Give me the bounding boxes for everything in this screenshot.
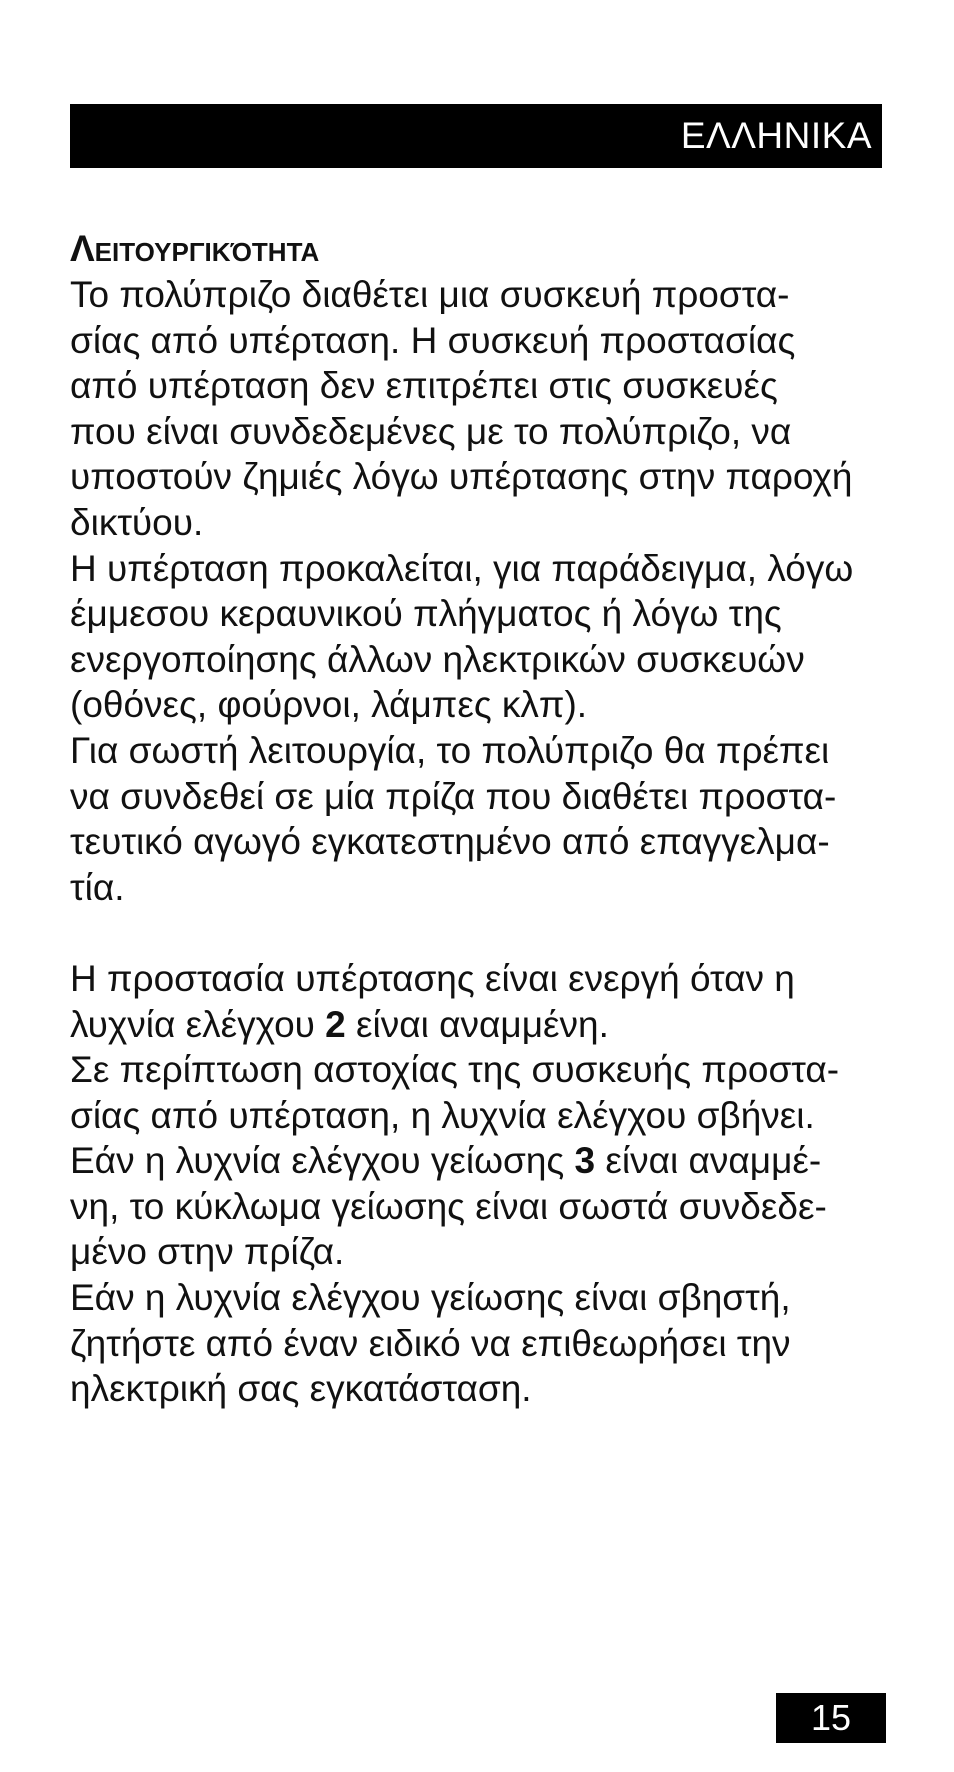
text-segment: λυχνία ελέγχου bbox=[70, 1003, 326, 1045]
language-header-bar bbox=[70, 104, 882, 168]
paragraph-indicators bbox=[70, 956, 900, 1412]
text-line: έμμεσου κεραυνικού πλήγματος ή λόγω της bbox=[70, 593, 782, 635]
paragraph-description bbox=[70, 272, 900, 910]
indicator-number-3: 3 bbox=[574, 1140, 596, 1182]
text-line: που είναι συνδεδεμένες με το πολύπριζο, να bbox=[70, 410, 792, 452]
text-line bbox=[70, 1002, 900, 1048]
indicator-number-2: 2 bbox=[325, 1003, 346, 1045]
text-line: Για σωστή λειτουργία, το πολύπριζο θα πρέπει bbox=[70, 729, 830, 771]
paragraph-gap bbox=[70, 910, 900, 956]
text-line: δικτύου. bbox=[70, 501, 204, 543]
text-line: (οθόνες, φούρνοι, λάμπες κλπ). bbox=[70, 684, 588, 726]
text-line: νη, το κύκλωμα γείωσης είναι σωστά συνδεδε- bbox=[70, 1185, 827, 1227]
text-line: υποστούν ζημιές λόγω υπέρτασης στην παροχή bbox=[70, 456, 853, 498]
text-segment: είναι αναμμέ- bbox=[595, 1140, 822, 1182]
document-body bbox=[70, 226, 900, 1412]
text-line: ηλεκτρική σας εγκατάσταση. bbox=[70, 1368, 532, 1410]
text-line: ζητήστε από έναν ειδικό να επιθεωρήσει την bbox=[70, 1322, 791, 1364]
text-line: ενεργοποίησης άλλων ηλεκτρικών συσκευών bbox=[70, 638, 805, 680]
text-line: Εάν η λυχνία ελέγχου γείωσης είναι σβηστή, bbox=[70, 1277, 791, 1319]
text-line: Η υπέρταση προκαλείται, για παράδειγμα, λόγω bbox=[70, 547, 854, 589]
text-line: από υπέρταση δεν επιτρέπει στις συσκευές bbox=[70, 365, 778, 407]
text-line: σίας από υπέρταση, η λυχνία ελέγχου σβήνει. bbox=[70, 1094, 815, 1136]
section-title: Λειτουργικότητα bbox=[70, 228, 320, 269]
text-line: να συνδεθεί σε μία πρίζα που διαθέτει προστα- bbox=[70, 775, 837, 817]
page-number: 15 bbox=[810, 1697, 852, 1738]
page-number-badge bbox=[776, 1693, 886, 1743]
text-segment: Εάν η λυχνία ελέγχου γείωσης bbox=[70, 1140, 575, 1182]
text-line: Η προστασία υπέρτασης είναι ενεργή όταν η bbox=[70, 957, 795, 999]
language-label: ΕΛΛΗΝΙΚΑ bbox=[680, 115, 872, 156]
text-line: τευτικό αγωγό εγκατεστημένο από επαγγελμα- bbox=[70, 821, 830, 863]
text-line: Το πολύπριζο διαθέτει μια συσκευή προστα- bbox=[70, 274, 790, 315]
text-line: σίας από υπέρταση. Η συσκευή προστασίας bbox=[70, 319, 796, 361]
text-line: Σε περίπτωση αστοχίας της συσκευής προστα- bbox=[70, 1049, 840, 1091]
text-line: μένο στην πρίζα. bbox=[70, 1231, 345, 1273]
text-line bbox=[70, 1138, 900, 1184]
text-line: τία. bbox=[70, 866, 125, 908]
text-segment: είναι αναμμένη. bbox=[345, 1003, 609, 1045]
